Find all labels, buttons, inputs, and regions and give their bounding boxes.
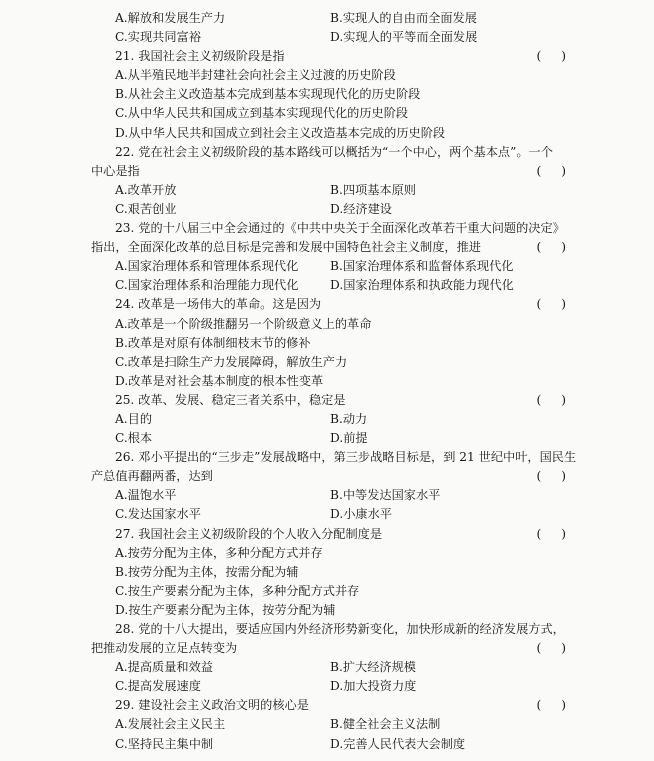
q27-stem-text: 27. 我国社会主义初级阶段的个人收入分配制度是 — [115, 526, 383, 541]
q23-option-b: B.国家治理体系和监督体系现代化 — [330, 259, 514, 274]
q24-option-a: A.改革是一个阶级推翻另一个阶级意义上的革命 — [115, 316, 372, 331]
q23-option-a: A.国家治理体系和管理体系现代化 — [115, 259, 299, 274]
q23-option-d: D.国家治理体系和执政能力现代化 — [330, 278, 514, 293]
q28-stem-text-2: 把推动发展的立足点转变为 — [91, 641, 238, 656]
q27-option-d: D.按生产要素分配为主体，按劳分配为辅 — [115, 602, 336, 617]
q22-option-b: B.四项基本原则 — [330, 182, 416, 197]
q21-option-b: B.从社会主义改造基本完成到基本实现现代化的历史阶段 — [115, 87, 421, 102]
q27-option-b: B.按劳分配为主体，按需分配为辅 — [115, 564, 299, 579]
q24-stem — [0, 295, 654, 314]
q26-answer-blank: ( ) — [536, 469, 566, 484]
q22-option-a: A.改革开放 — [115, 182, 177, 197]
q20-option-d: D.实现人的平等而全面发展 — [330, 30, 478, 45]
q23-options-row-2 — [0, 276, 654, 295]
q29-options-row-2 — [0, 735, 654, 754]
q29-option-b: B.健全社会主义法制 — [330, 717, 441, 732]
q24-answer-blank: ( ) — [536, 297, 566, 312]
q25-option-b: B.动力 — [330, 411, 368, 426]
q29-stem-text: 29. 建设社会主义政治文明的核心是 — [115, 698, 309, 713]
q26-option-a: A.温饱水平 — [115, 488, 177, 503]
q20-option-c: C.实现共同富裕 — [115, 30, 201, 45]
q24-option-c: C.改革是扫除生产力发展障碍，解放生产力 — [115, 354, 348, 369]
q28-option-a: A.提高质量和效益 — [115, 660, 213, 675]
q26-options-row-2 — [0, 505, 654, 524]
q21-stem-text: 21. 我国社会主义初级阶段是指 — [115, 49, 285, 64]
q26-option-d: D.小康水平 — [330, 507, 392, 522]
q24-stem-text: 24. 改革是一场伟大的革命。这是因为 — [115, 297, 322, 312]
q22-stem: 22. 党在社会主义初级阶段的基本路线可以概括为“一个中心，两个基本点”。一个 — [115, 144, 553, 159]
q20-option-b: B.实现人的自由而全面发展 — [330, 11, 477, 25]
q25-stem — [0, 391, 654, 410]
q21-option-a: A.从半殖民地半封建社会向社会主义过渡的历史阶段 — [115, 68, 396, 83]
q22-stem-text-2: 中心是指 — [91, 163, 140, 178]
q28-option-d: D.加大投资力度 — [330, 679, 417, 694]
q22-options-row-2 — [0, 200, 654, 219]
q23-stem-continued — [0, 238, 654, 257]
q29-options-row-1 — [0, 715, 654, 734]
q22-options-row-1 — [0, 181, 654, 200]
q29-stem — [0, 696, 654, 715]
q26-options-row-1 — [0, 486, 654, 505]
q29-answer-blank: ( ) — [536, 698, 566, 713]
q22-option-c: C.艰苦创业 — [115, 201, 177, 216]
q25-options-row-1 — [0, 410, 654, 429]
q23-answer-blank: ( ) — [536, 240, 566, 255]
q24-option-d: D.改革是对社会基本制度的根本性变革 — [115, 373, 324, 388]
q22-answer-blank: ( ) — [536, 163, 566, 178]
q22-option-d: D.经济建设 — [330, 201, 392, 216]
q26-option-c: C.发达国家水平 — [115, 507, 201, 522]
q28-option-b: B.扩大经济规模 — [330, 660, 416, 675]
q25-option-d: D.前提 — [330, 431, 368, 446]
q25-options-row-2 — [0, 429, 654, 448]
q22-stem-continued — [0, 162, 654, 181]
q26-option-b: B.中等发达国家水平 — [330, 488, 441, 503]
q20-option-a: A.解放和发展生产力 — [115, 11, 226, 25]
q23-stem: 23. 党的十八届三中全会通过的《中共中央关于全面深化改革若干重大问题的决定》 — [115, 221, 565, 236]
q21-option-c: C.从中华人民共和国成立到基本实现现代化的历史阶段 — [115, 106, 409, 121]
q26-stem: 26. 邓小平提出的“三步走”发展战略中，第三步战略目标是，到 21 世纪中叶，国民生 — [115, 450, 577, 465]
q23-stem-text-2: 指出，全面深化改革的总目标是完善和发展中国特色社会主义制度，推进 — [91, 240, 481, 255]
q27-option-c: C.按生产要素分配为主体，多种分配方式并存 — [115, 583, 360, 598]
q27-option-a: A.按劳分配为主体，多种分配方式并存 — [115, 545, 323, 560]
q25-option-a: A.目的 — [115, 411, 153, 426]
q29-option-a: A.发展社会主义民主 — [115, 717, 226, 732]
q20-options-row-2 — [0, 28, 654, 47]
q28-option-c: C.提高发展速度 — [115, 679, 201, 694]
q23-options-row-1 — [0, 257, 654, 276]
q25-stem-text: 25. 改革、发展、稳定三者关系中，稳定是 — [115, 392, 346, 407]
q25-option-c: C.根本 — [115, 431, 153, 446]
q23-option-c: C.国家治理体系和治理能力现代化 — [115, 278, 299, 293]
q28-stem: 28. 党的十八大提出，要适应国内外经济形势新变化，加快形成新的经济发展方式， — [115, 622, 565, 636]
q26-stem-text-2: 产总值再翻两番，达到 — [91, 469, 213, 484]
q21-option-d: D.从中华人民共和国成立到社会主义改造基本完成的历史阶段 — [115, 125, 446, 140]
q27-stem — [0, 525, 654, 544]
q28-stem-continued — [0, 639, 654, 658]
q20-options-row-1 — [0, 9, 654, 28]
q25-answer-blank: ( ) — [536, 392, 566, 407]
q28-answer-blank: ( ) — [536, 641, 566, 656]
q29-option-c: C.坚持民主集中制 — [115, 736, 214, 751]
q27-answer-blank: ( ) — [536, 526, 566, 541]
q21-answer-blank: ( ) — [536, 49, 566, 64]
q29-option-d: D.完善人民代表大会制度 — [330, 736, 466, 751]
q24-option-b: B.改革是对原有体制细枝末节的修补 — [115, 335, 311, 350]
q26-stem-continued — [0, 467, 654, 486]
q21-stem — [0, 47, 654, 66]
q28-options-row-2 — [0, 677, 654, 696]
q28-options-row-1 — [0, 658, 654, 677]
